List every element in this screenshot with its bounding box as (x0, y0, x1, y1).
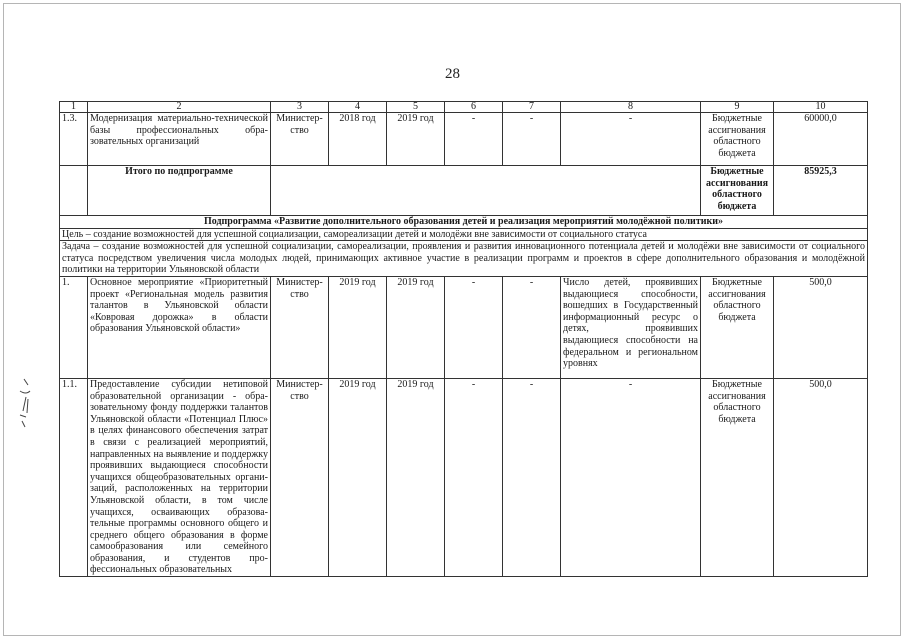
cell-col7: - (503, 113, 561, 166)
executor: Министерство (271, 378, 329, 576)
executor: Министерство (271, 276, 329, 378)
row-number: 1. (60, 276, 88, 378)
budget-table (59, 101, 868, 577)
column-header: 1 (60, 102, 88, 113)
measure-name: Предоставление субсидии нетиповой образовательной организации - образовательному фонду поддержки талантов Ульяновской области «Потенциал Плюс» в целях финансового обеспечения затрат в связи с реализацией мероприятий, направленных на выявление и поддержку проявивших выдающиеся способности учащихся общеобразовательных организаций, расположенных на территории Ульяновской области, в том числе учащихся, осваивающих образовательные программы основного общего и среднего общего образования в форме самообразования или семейного образования, и студентов профессиональных образовательных (88, 378, 271, 576)
row-number: 1.1. (60, 378, 88, 576)
cell-col6: - (445, 113, 503, 166)
total-label: Итого по подпрограмме (88, 166, 271, 216)
funding-amount: 60000,0 (774, 113, 868, 166)
funding-amount: 500,0 (774, 276, 868, 378)
total-amount: 85925,3 (774, 166, 868, 216)
task-text: Задача – создание возможностей для успешной социализации, самореализации, проявления и развития инновационного потенциала детей и молодёжи вне зависимости от социального статуса посредством увеличения числа молодых людей, принимающих активное участие в реализации программ и проектов в сфере дополнительного образования и молодёжной политики на территории Ульяновской области (60, 241, 868, 277)
column-header: 7 (503, 102, 561, 113)
margin-handwritten-mark (14, 377, 38, 429)
table-row-1 (60, 276, 868, 378)
funding-source: Бюджетные ассигнования областного бюджета (701, 276, 774, 378)
page-number: 28 (445, 66, 460, 82)
end-year: 2019 год (387, 276, 445, 378)
end-year: 2019 год (387, 378, 445, 576)
table-row-1-1 (60, 378, 868, 576)
column-header: 3 (271, 102, 329, 113)
goal-row (60, 228, 868, 241)
measure-name: Основное мероприятие «Приоритетный проект «Региональная модель развития талантов в Ульяновской области «Ковровая дорожка» в области образования Ульяновской области» (88, 276, 271, 378)
column-header: 4 (329, 102, 387, 113)
column-header: 8 (561, 102, 701, 113)
start-year: 2019 год (329, 276, 387, 378)
subprogram-title: Подпрограмма «Развитие дополнительного образования детей и реализация мероприятий молодёжной политики» (60, 216, 868, 229)
end-year: 2019 год (387, 113, 445, 166)
row-number: 1.3. (60, 113, 88, 166)
indicator: - (561, 113, 701, 166)
funding-amount: 500,0 (774, 378, 868, 576)
start-year: 2018 год (329, 113, 387, 166)
column-header: 6 (445, 102, 503, 113)
funding-source: Бюджетные ассигнования областного бюджета (701, 113, 774, 166)
measure-name: Модернизация материально-технической базы профессиональных образовательных организаций (88, 113, 271, 166)
column-header: 5 (387, 102, 445, 113)
column-header: 10 (774, 102, 868, 113)
goal-text: Цель – создание возможностей для успешной социализации, самореализации детей и молодёжи вне зависимости от социального статуса (60, 228, 868, 241)
cell-col6: - (445, 378, 503, 576)
table-row-total (60, 166, 868, 216)
table-row-1-3 (60, 113, 868, 166)
task-row (60, 241, 868, 277)
funding-source: Бюджетные ассигнования областного бюджета (701, 378, 774, 576)
column-header: 9 (701, 102, 774, 113)
total-funding-source: Бюджетные ассигнования областного бюджета (701, 166, 774, 216)
column-header: 2 (88, 102, 271, 113)
cell-col6: - (445, 276, 503, 378)
start-year: 2019 год (329, 378, 387, 576)
subprogram-row (60, 216, 868, 229)
cell-col7: - (503, 378, 561, 576)
indicator: - (561, 378, 701, 576)
column-header-row (60, 102, 868, 113)
indicator: Число детей, проявивших выдающиеся способности, вошедших в Государственный информационный ресурс о детях, проявивших выдающиеся способности на федеральном и региональном уровнях (561, 276, 701, 378)
cell-col7: - (503, 276, 561, 378)
executor: Министерство (271, 113, 329, 166)
